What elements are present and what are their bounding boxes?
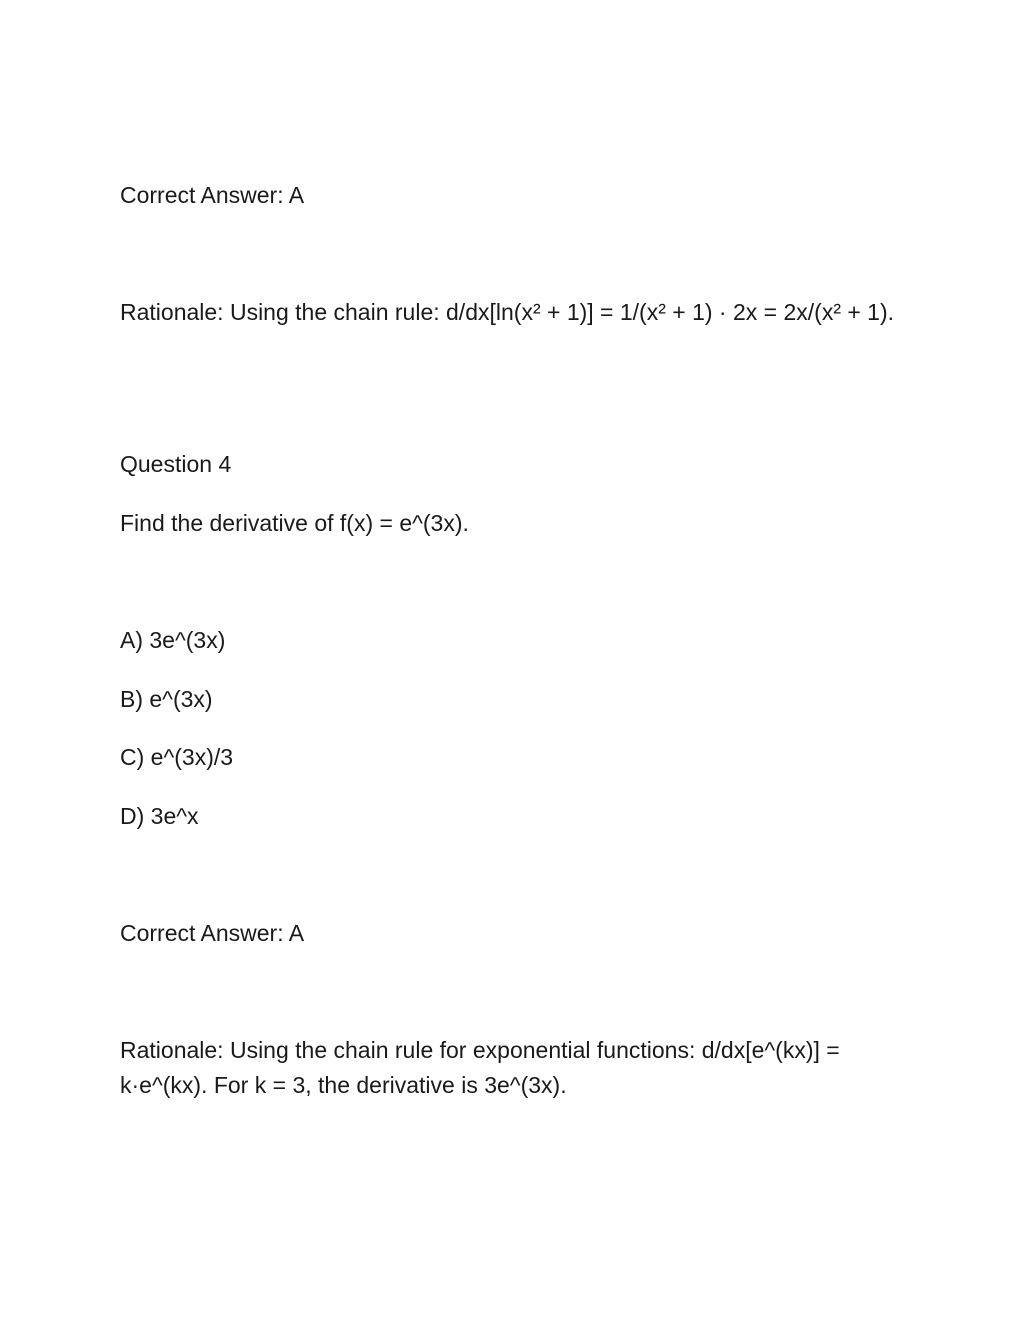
previous-rationale: Rationale: Using the chain rule: d/dx[ln(x² + 1)] = 1/(x² + 1) · 2x = 2x/(x² + 1). xyxy=(120,299,895,325)
option-c: C) e^(3x)/3 xyxy=(120,744,234,770)
previous-correct-answer: Correct Answer: A xyxy=(120,182,305,208)
correct-answer: Correct Answer: A xyxy=(120,920,305,946)
option-a: A) 3e^(3x) xyxy=(120,627,226,653)
option-d: D) 3e^x xyxy=(120,803,199,829)
question-prompt: Find the derivative of f(x) = e^(3x). xyxy=(120,510,469,536)
option-b: B) e^(3x) xyxy=(120,686,213,712)
rationale: Rationale: Using the chain rule for exponential functions: d/dx[e^(kx)] = k·e^(kx). For k = 3, the derivative is 3e^(3x). xyxy=(120,1037,840,1098)
question-title: Question 4 xyxy=(120,451,232,477)
